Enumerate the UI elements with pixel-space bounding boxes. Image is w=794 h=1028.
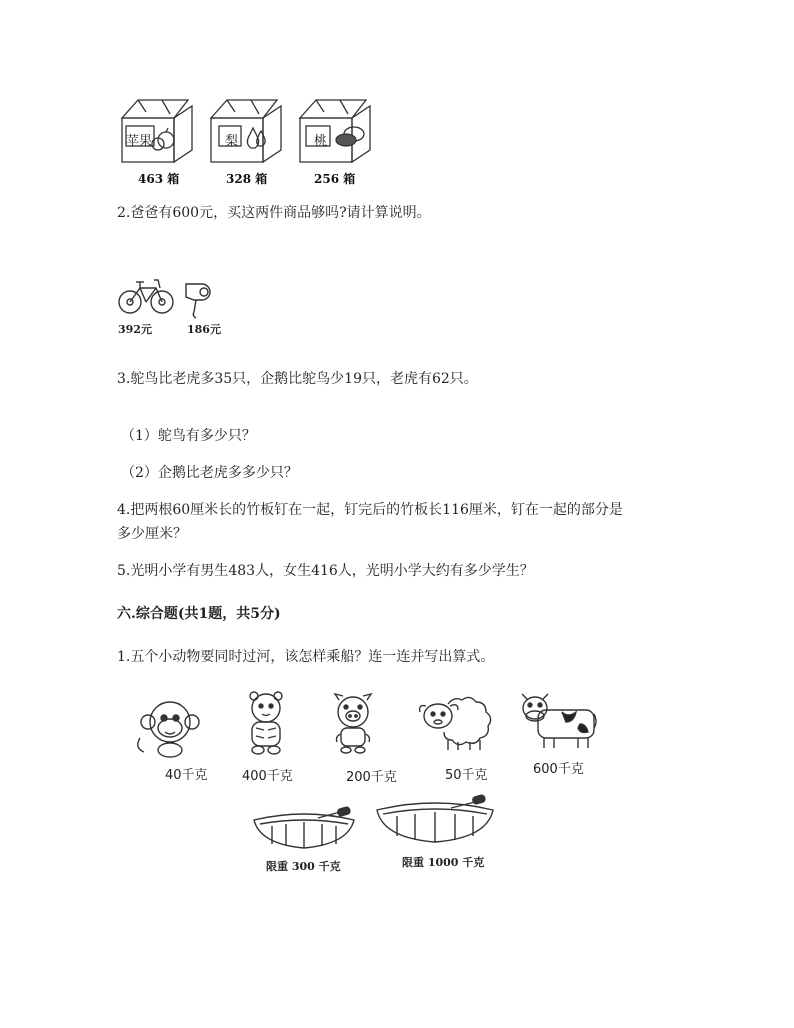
boat-limit: 限重 1000 千克 (402, 856, 485, 869)
section-heading: 六.综合题(共1题，共5分) (117, 606, 281, 622)
animal-weight: 400千克 (242, 769, 293, 784)
fruit-box-label: 苹果 (126, 134, 153, 149)
question-3: 3.鸵鸟比老虎多35只，企鹅比鸵鸟少19只，老虎有62只。 (117, 371, 478, 387)
question-2: 2.爸爸有600元，买这两件商品够吗?请计算说明。 (117, 205, 431, 221)
question-3-sub-2: （2）企鹅比老虎多多少只？ (121, 465, 298, 481)
bicycle-icon (116, 272, 176, 316)
question-5: 5.光明小学有男生483人，女生416人，光明小学大约有多少学生？ (117, 563, 534, 579)
animal-weight: 40千克 (165, 768, 208, 783)
bicycle-price: 392元 (118, 323, 152, 336)
peach-icon (296, 96, 376, 166)
fruit-box-count: 256 箱 (314, 172, 356, 186)
monkey-icon (132, 698, 208, 758)
hair-dryer-icon (184, 276, 220, 320)
question-4-line-1: 4.把两根60厘米长的竹板钉在一起，钉完后的竹板长116厘米，钉在一起的部分是 (117, 502, 623, 518)
question-3-sub-1: （1）鸵鸟有多少只？ (121, 428, 256, 444)
sheep-icon (418, 694, 494, 752)
section-6-question-1: 1.五个小动物要同时过河，该怎样乘船？连一连并写出算式。 (117, 649, 495, 665)
fruit-box-count: 463 箱 (138, 172, 180, 186)
boat-icon (252, 808, 356, 854)
animal-weight: 50千克 (445, 768, 488, 783)
fruit-box-count: 328 箱 (226, 172, 268, 186)
boat-icon (375, 796, 495, 848)
pig-icon (325, 692, 381, 754)
tiger-icon (240, 690, 292, 756)
animal-weight: 200千克 (346, 770, 397, 785)
hair-dryer-price: 186元 (187, 323, 221, 336)
animal-weight: 600千克 (533, 762, 584, 777)
cow-icon (518, 688, 598, 750)
fruit-box-label: 梨 (225, 134, 239, 149)
fruit-box-label: 桃 (314, 134, 328, 149)
question-4-line-2: 多少厘米？ (117, 526, 187, 542)
pear-icon (207, 96, 287, 166)
boat-limit: 限重 300 千克 (266, 860, 341, 873)
